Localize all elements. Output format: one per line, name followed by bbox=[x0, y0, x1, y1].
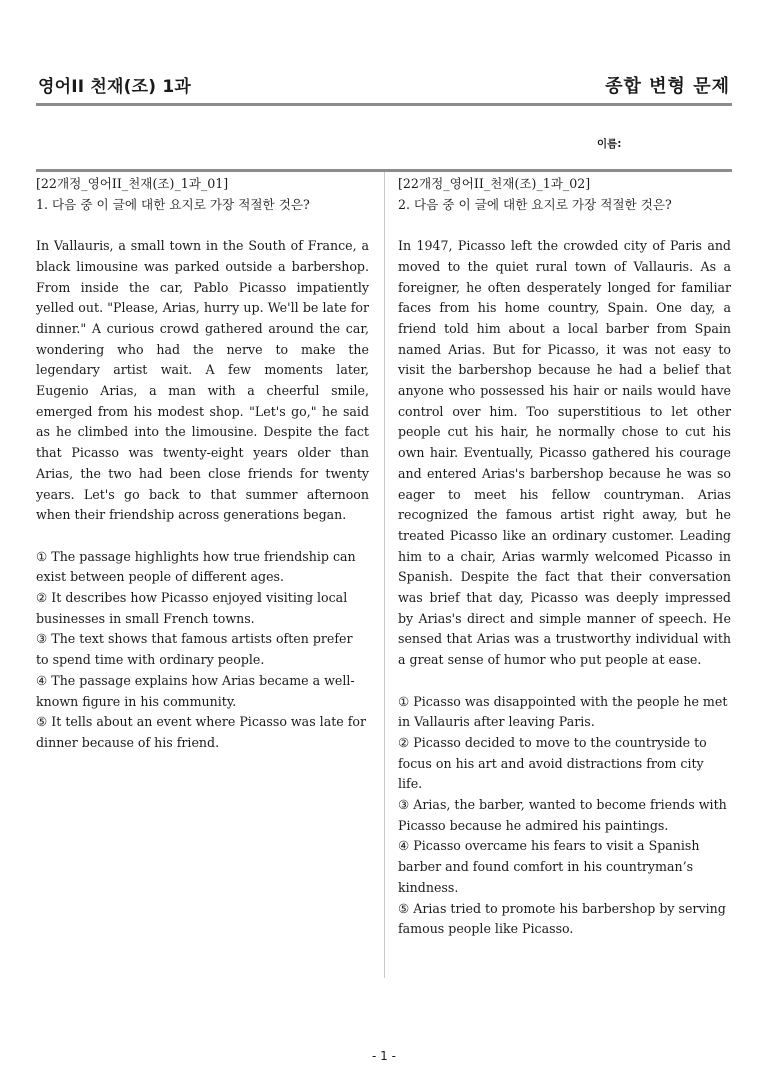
choice-5: ⑤ It tells about an event where Picasso was late for dinner because of his friend. bbox=[36, 714, 366, 750]
choice-4: ④ Picasso overcame his fears to visit a Spanish barber and found comfort in his countryman’s kindness. bbox=[398, 838, 700, 895]
choice-1: ① Picasso was disappointed with the people he met in Vallauris after leaving Paris. bbox=[398, 693, 728, 730]
question-prompt: 2. 다음 중 이 글에 대한 요지로 가장 적절한 것은? bbox=[398, 196, 672, 212]
column-divider bbox=[384, 172, 385, 978]
question-code: [22개정_영어II_천재(조)_1과_01] bbox=[36, 176, 229, 191]
choice-2: ② It describes how Picasso enjoyed visiting local businesses in small French towns. bbox=[36, 590, 348, 626]
choice-1: ① The passage highlights how true friendship can exist between people of different ages. bbox=[36, 548, 356, 585]
choice-list bbox=[398, 692, 731, 940]
document-title: 영어II 천재(조) 1과 bbox=[38, 77, 191, 97]
choice-4: ④ The passage explains how Arias became a well-known figure in his community. bbox=[36, 672, 355, 709]
name-label: 이름: bbox=[597, 138, 622, 150]
choice-2: ② Picasso decided to move to the countryside to focus on his art and avoid distractions from city life. bbox=[398, 734, 707, 792]
page-number: - 1 - bbox=[372, 1049, 396, 1063]
question-2 bbox=[398, 174, 731, 940]
choice-5: ⑤ Arias tried to promote his barbershop by serving famous people like Picasso. bbox=[398, 900, 726, 937]
choice-3: ③ The text shows that famous artists often prefer to spend time with ordinary people. bbox=[36, 631, 353, 668]
choice-3: ③ Arias, the barber, wanted to become friends with Picasso because he admired his paintings. bbox=[398, 797, 727, 833]
question-1 bbox=[36, 174, 369, 754]
document-subtitle: 종합 변형 문제 bbox=[605, 76, 730, 97]
header-divider bbox=[36, 103, 732, 106]
question-prompt: 1. 다음 중 이 글에 대한 요지로 가장 적절한 것은? bbox=[36, 196, 310, 212]
choice-list bbox=[36, 547, 369, 754]
question-code: [22개정_영어II_천재(조)_1과_02] bbox=[398, 176, 591, 191]
question-passage: In Vallauris, a small town in the South of France, a black limousine was parked outside a barbershop. From inside the car, Pablo Picasso impatiently yelled out. "Please, Arias, hurry up. We'll be late for dinner." A curious crowd gathered around the car, wondering who had the nerve to make the legendary artist wait. A few moments later, Eugenio Arias, a man with a cheerful smile, emerged from his modest shop. "Let's go," he said as he climbed into the limousine. Despite the fact that Picasso was twenty-eight years older than Arias, the two had been close friends for twenty years. Let's go back to that summer afternoon when their friendship across generations began. bbox=[36, 238, 369, 523]
question-passage: In 1947, Picasso left the crowded city of Paris and moved to the quiet rural town of Vallauris. As a foreigner, he often desperately longed for familiar faces from his home country, Spain. One day, a friend told him about a local barber from Spain named Arias. But for Picasso, it was not easy to visit the barbershop because he had a belief that anyone who possessed his hair or nails would have control over him. Too superstitious to let other people cut his hair, he normally chose to cut his own hair. Eventually, Picasso gathered his courage and entered Arias's barbershop because he was so eager to meet his fellow countryman. Arias recognized the famous artist right away, but he treated Picasso like an ordinary customer. Leading him to a chair, Arias warmly welcomed Picasso in Spanish. Despite the fact that their conversation was brief that day, Picasso was deeply impressed by Arias's direct and simple manner of speech. He sensed that Arias was a trustworthy individual with a great sense of humor who put people at ease. bbox=[398, 238, 731, 668]
